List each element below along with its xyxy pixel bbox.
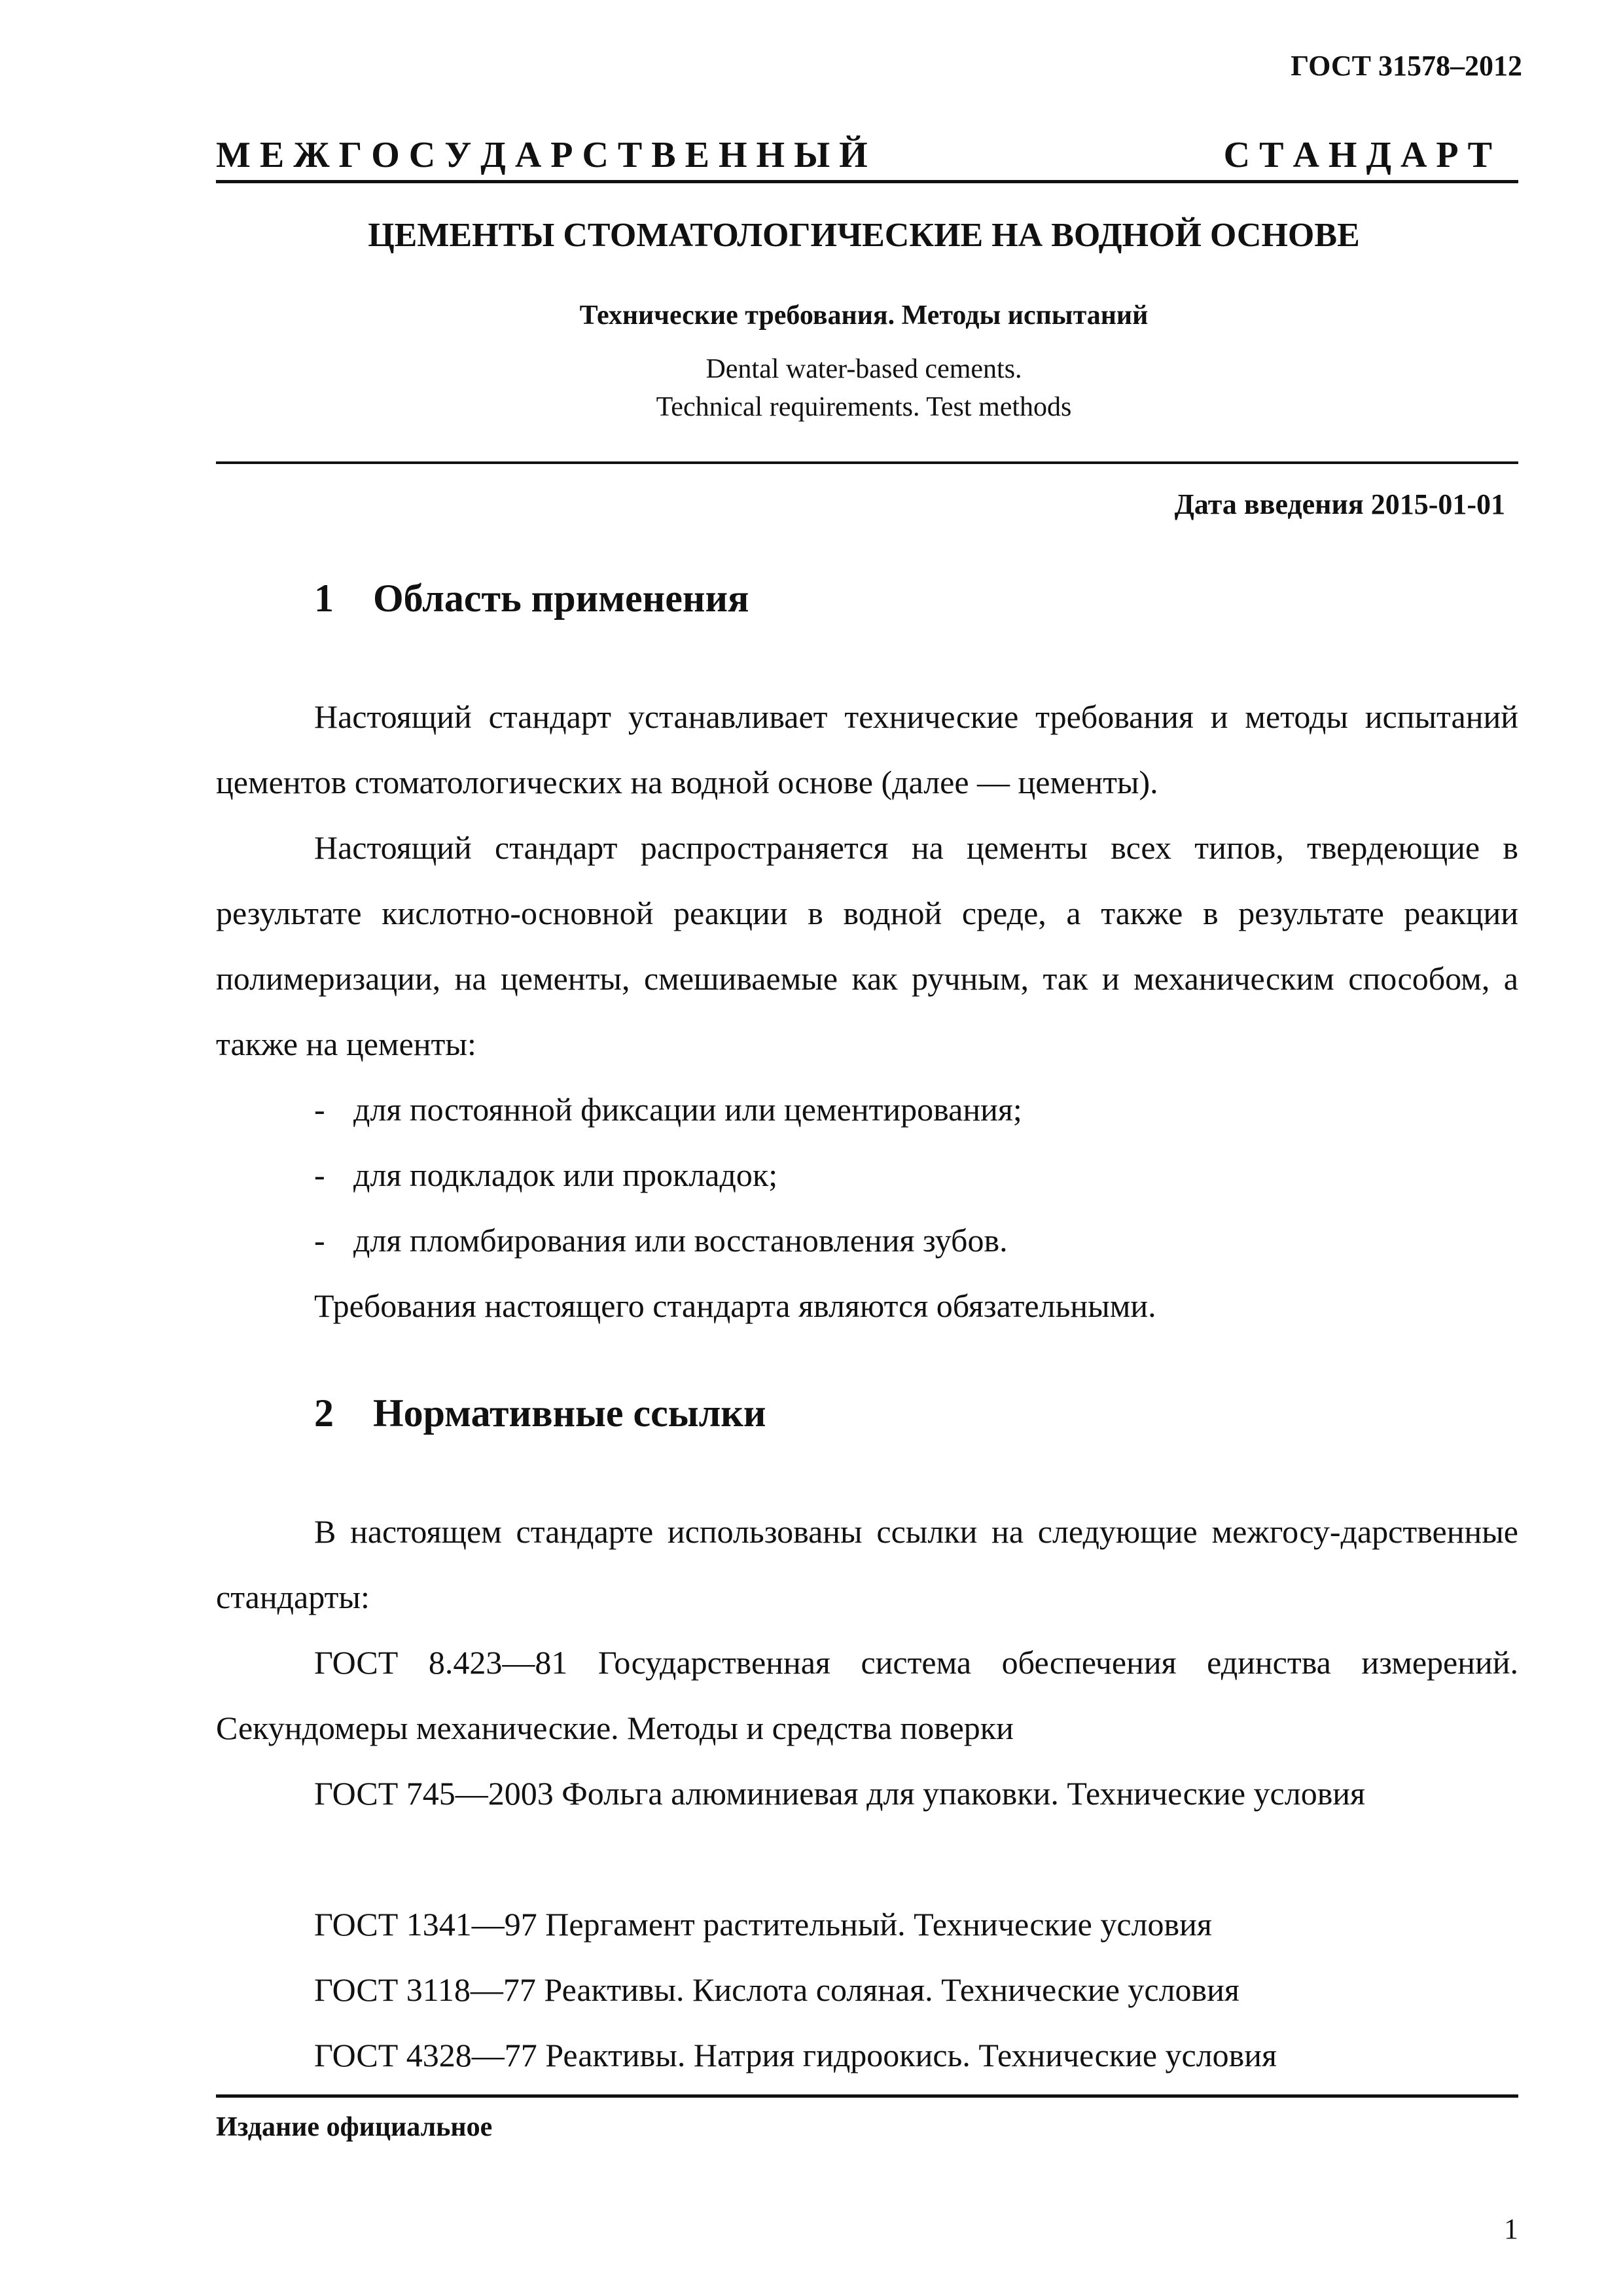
reference-item: ГОСТ 3118—77 Реактивы. Кислота соляная. Технические условия xyxy=(314,1971,1240,2008)
effective-date: Дата введения 2015-01-01 xyxy=(1174,488,1505,520)
list-item-text: для подкладок или прокладок; xyxy=(353,1157,778,1193)
section-1-paragraph-3: Требования настоящего стандарта являются обязательными. xyxy=(314,1287,1156,1324)
section-2-paragraph-1: В настоящем стандарте использованы ссылки на следующие межгосу-дарственные стандарты: xyxy=(216,1513,1518,1615)
reference-item: ГОСТ 745—2003 Фольга алюминиевая для упаковки. Технические условия xyxy=(314,1775,1366,1812)
list-item xyxy=(314,1077,1022,1142)
section-2-title: Нормативные ссылки xyxy=(373,1391,766,1435)
section-1-number: 1 xyxy=(314,577,334,620)
section-1-title: Область применения xyxy=(373,577,749,620)
list-dash: - xyxy=(314,1157,325,1193)
list-item-text: для постоянной фиксации или цементирования; xyxy=(353,1091,1022,1128)
english-title-line-1: Dental water-based cements. xyxy=(705,354,1022,384)
title-rule xyxy=(216,461,1518,464)
reference-item: ГОСТ 1341—97 Пергамент растительный. Технические условия xyxy=(314,1906,1212,1943)
list-dash: - xyxy=(314,1091,325,1128)
reference-item: ГОСТ 4328—77 Реактивы. Натрия гидроокись. Технические условия xyxy=(314,2037,1277,2073)
page-number: 1 xyxy=(1504,2213,1518,2245)
list-dash: - xyxy=(314,1222,325,1259)
section-2-number: 2 xyxy=(314,1391,334,1435)
list-item xyxy=(314,1142,777,1208)
edition-label: Издание официальное xyxy=(216,2112,493,2142)
interstate-standard-banner xyxy=(216,134,1492,176)
section-2-heading xyxy=(314,1391,766,1436)
interstate-word: М Е Ж Г О С У Д А Р С Т В Е Н Н Ы Й xyxy=(216,135,868,175)
footer-rule xyxy=(216,2094,1518,2098)
document-title: ЦЕМЕНТЫ СТОМАТОЛОГИЧЕСКИЕ НА ВОДНОЙ ОСНОВЕ xyxy=(368,217,1360,254)
list-item-text: для пломбирования или восстановления зубов. xyxy=(353,1222,1008,1259)
document-subtitle: Технические требования. Методы испытаний xyxy=(579,300,1149,331)
english-title-line-2: Technical requirements. Test methods xyxy=(656,392,1072,422)
list-item xyxy=(314,1208,1008,1273)
section-1-heading xyxy=(314,576,749,621)
reference-item: ГОСТ 8.423—81 Государственная система обеспечения единства измерений. Секундомеры механические. Методы и средства поверки xyxy=(216,1644,1518,1746)
section-1-paragraph-1: Настоящий стандарт устанавливает технические требования и методы испытаний цементов стоматологических на водной основе (далее — цементы). xyxy=(216,698,1518,800)
standard-word: С Т А Н Д А Р Т xyxy=(1223,135,1492,175)
header-rule xyxy=(216,180,1518,183)
document-number: ГОСТ 31578–2012 xyxy=(1291,50,1522,82)
section-1-paragraph-2: Настоящий стандарт распространяется на цементы всех типов, твердеющие в результате кислотно-основной реакции в водной среде, а также в результате реакции полимеризации, на цементы, смешиваемые как ручным, так и механическим способом, а также на цементы: xyxy=(216,829,1518,1062)
